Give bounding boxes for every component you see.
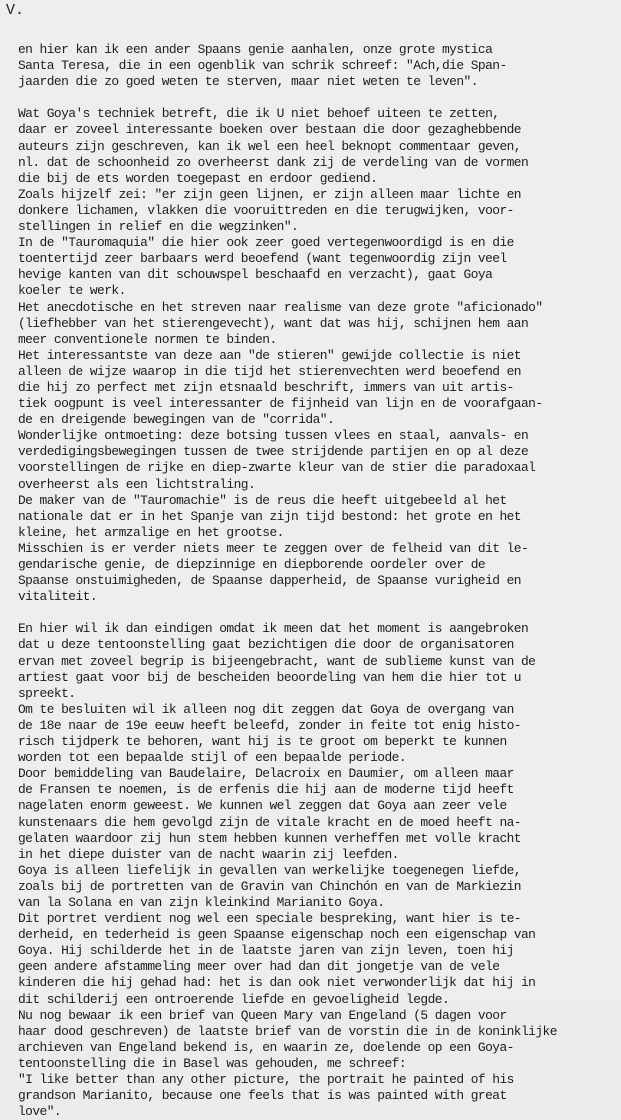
- text-line: In de "Tauromaquia" die hier ook zeer goed vertegenwoordigd is en die: [18, 235, 514, 251]
- text-line: Het interessantste van deze aan "de stieren" gewijde collectie is niet: [18, 347, 521, 363]
- text-line: donkere lichamen, vlakken die vooruittreden en die terugwijken, voor-: [18, 202, 514, 218]
- text-line: Spaanse onstuimigheden, de Spaanse dapperheid, de Spaanse vurigheid en: [18, 573, 521, 589]
- text-line: kunstenaars die hem gevolgd zijn de vitale kracht en de moed heeft na-: [18, 814, 521, 830]
- text-line: overheerst als een lichtstraling.: [18, 476, 256, 492]
- text-line: ervan met zoveel begrip is bijeengebracht, want de sublieme kunst van de: [18, 653, 536, 669]
- text-line: (liefhebber van het stierengevecht), want dat was hij, schijnen hem aan: [18, 315, 529, 331]
- text-line: risch tijdperk te behoren, want hij is te groot om beperkt te kunnen: [18, 734, 507, 750]
- text-line: kleine, het armzalige en het grootse.: [18, 524, 284, 540]
- text-line: verdedigingsbewegingen tussen de twee strijdende partijen en op al deze: [18, 444, 529, 460]
- text-line: en hier kan ik een ander Spaans genie aanhalen, onze grote mystica: [18, 42, 493, 57]
- text-line: daar er zoveel interessante boeken over bestaan die door gezaghebbende: [18, 122, 521, 138]
- text-line: Nu nog bewaar ik een brief van Queen Mary van Engeland (5 dagen voor: [18, 1007, 507, 1023]
- text-line: artiest gaat voor bij de bescheiden beoordeling van hem die hier tot u: [18, 669, 521, 685]
- text-line: spreekt.: [18, 685, 76, 701]
- text-line: toentertijd zeer barbaars werd beoefend (want tegenwoordig zijn veel: [18, 251, 507, 267]
- text-line: zoals bij de portretten van de Gravin van Chinchón en van de Markiezin: [18, 878, 521, 894]
- text-line: nationale dat er in het Spanje van zijn tijd bestond: het grote en het: [18, 508, 521, 524]
- text-line: vitaliteit.: [18, 589, 98, 605]
- body-text: [18, 42, 618, 1120]
- text-line: derheid, en tederheid is geen Spaanse eigenschap noch een eigenschap van: [18, 927, 536, 943]
- text-line: Dit portret verdient nog wel een speciale bespreking, want hier is te-: [18, 911, 521, 927]
- text-line: Goya is alleen liefelijk in gevallen van werkelijke toegenegen liefde,: [18, 862, 521, 878]
- text-line: Wonderlijke ontmoeting: deze botsing tussen vlees en staal, aanvals- en: [18, 428, 529, 444]
- text-line: gelaten waardoor zij hun stem hebben kunnen verheffen met volle kracht: [18, 830, 521, 846]
- text-line: de Fransen te noemen, is de erfenis die hij aan de moderne tijd heeft: [18, 782, 514, 798]
- text-line: geen andere afstammeling meer over had dan dit jongetje van de vele: [18, 959, 500, 975]
- text-line: die hij zo perfect met zijn etsnaald beschrift, immers van uit artis-: [18, 379, 514, 395]
- text-line: Zoals hijzelf zei: "er zijn geen lijnen, er zijn alleen maar lichte en: [18, 186, 521, 202]
- text-line: grandson Marianito, because one feels that is was painted with great: [18, 1088, 507, 1104]
- page-number: V.: [6, 2, 25, 19]
- text-line: stellingen in relief en die wegzinken".: [18, 219, 299, 235]
- text-line: in het diepe duister van de nacht waarin zij leefden.: [18, 846, 399, 862]
- text-line: dat u deze tentoonstelling gaat bezichtigen die door de organisatoren: [18, 637, 514, 653]
- paragraph-gap: [18, 605, 618, 621]
- text-line: De maker van de "Tauromachie" is de reus die heeft uitgebeeld al het: [18, 492, 507, 508]
- text-line: worden tot een bepaalde stijl of een bepaalde periode.: [18, 750, 407, 766]
- text-line: En hier wil ik dan eindigen omdat ik meen dat het moment is aangebroken: [18, 621, 529, 637]
- text-line: Santa Teresa, die in een ogenblik van schrik schreef: "Ach,die Span-: [18, 58, 507, 74]
- text-line: Wat Goya's techniek betreft, die ik U niet behoef uiteen te zetten,: [18, 106, 500, 122]
- text-line: van la Solana en van zijn kleinkind Marianito Goya.: [18, 894, 385, 910]
- text-line: Goya. Hij schilderde het in de laatste jaren van zijn leven, toen hij: [18, 943, 514, 959]
- text-line: dit schilderij een ontroerende liefde en gevoeligheid legde.: [18, 991, 450, 1007]
- text-line: voorstellingen de rijke en diep-zwarte kleur van de stier die paradoxaal: [18, 460, 536, 476]
- text-line: kinderen die hij gehad had: het is dan ook niet verwonderlijk dat hij in: [18, 975, 536, 991]
- text-line: Misschien is er verder niets meer te zeggen over de felheid van dit le-: [18, 540, 529, 556]
- paragraph-gap: [18, 90, 618, 106]
- text-line: de en dreigende bewegingen van de "corrida".: [18, 412, 335, 428]
- text-line: gendarische genie, de diepzinnige en diepborende oordeler over de: [18, 557, 486, 572]
- text-line: meer conventionele normen te binden.: [18, 331, 277, 347]
- text-line: "I like better than any other picture, the portrait he painted of his: [18, 1072, 514, 1087]
- text-line: jaarden die zo goed weten te sterven, maar niet weten te leven".: [18, 74, 478, 90]
- text-line: nagelaten enorm geweest. We kunnen wel zeggen dat Goya aan zeer vele: [18, 798, 507, 814]
- text-line: nl. dat de schoonheid zo overheerst dank zij de verdeling van de vormen: [18, 154, 529, 170]
- text-line: alleen de wijze waarop in die tijd het stierenvechten werd beoefend en: [18, 363, 521, 379]
- text-line: auteurs zijn geschreven, kan ik wel een heel beknopt commentaar geven,: [18, 138, 521, 154]
- text-line: haar dood geschreven) de laatste brief van de vorstin die in de koninklijke: [18, 1023, 557, 1039]
- text-line: archieven van Engeland bekend is, en waarin ze, doelende op een Goya-: [18, 1039, 514, 1055]
- text-line: de 18e naar de 19e eeuw heeft beleefd, zonder in feite tot enig histo-: [18, 717, 521, 733]
- text-line: Om te besluiten wil ik alleen nog dit zeggen dat Goya de overgang van: [18, 701, 514, 717]
- text-line: Het anecdotische en het streven naar realisme van deze grote "aficionado": [18, 299, 543, 315]
- text-line: tiek oogpunt is veel interessanter de fijnheid van lijn en de voorafgaan-: [18, 396, 543, 412]
- text-line: tentoonstelling die in Basel was gehouden, me schreef:: [18, 1055, 407, 1071]
- text-line: die bij de ets worden toegepast en erdoor gediend.: [18, 170, 378, 186]
- text-line: Door bemiddeling van Baudelaire, Delacroix en Daumier, om alleen maar: [18, 766, 514, 782]
- text-line: koeler te werk.: [18, 283, 126, 299]
- text-line: hevige kanten van dit schouwspel beschaafd en verzacht), gaat Goya: [18, 267, 493, 283]
- text-line: love".: [18, 1104, 62, 1120]
